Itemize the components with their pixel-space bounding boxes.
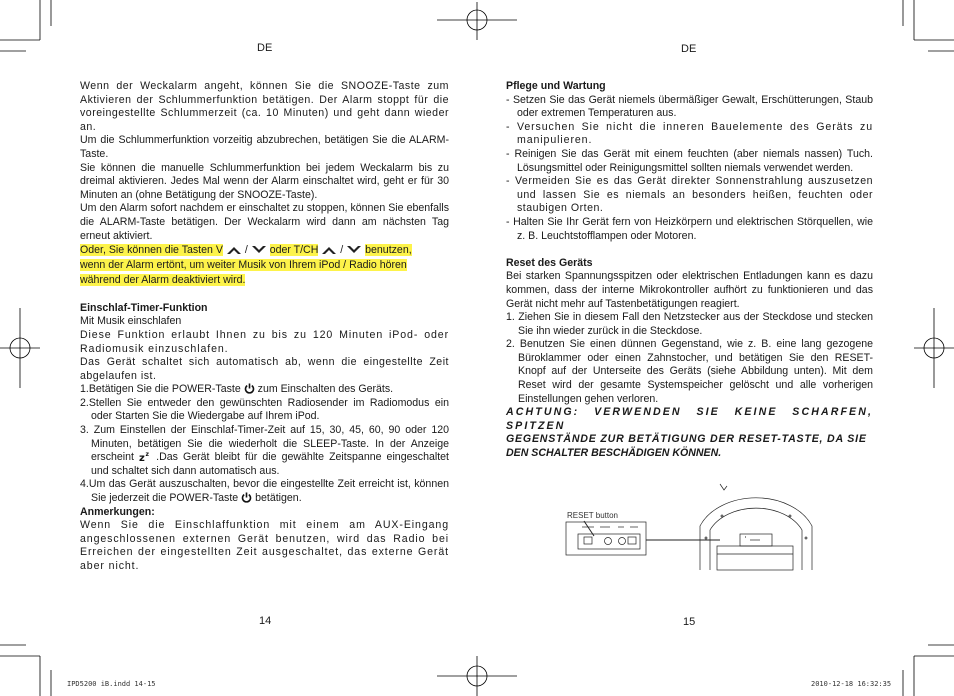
highlight-slash-1: / [244,244,248,257]
highlight-line-2: wenn der Alarm ertönt, um weiter Musik von Ihrem iPod / Radio hören [80,259,407,272]
reset-button-illustration [560,478,820,578]
reset-step-1: 1. Ziehen Sie in diesem Fall den Netzstecker aus der Steckdose und stecken Sie ihn wieder zurück in die Steckdose. [506,311,873,337]
right-page-column [506,80,873,461]
notes-paragraph: Wenn Sie die Einschlaffunktion mit einem am AUX-Eingang angeschlossenen externen Gerät benutzen, wird das Radio bei Erreichen der eingestellten Zeit ausgeschaltet, das externe Gerät aber nicht. [80,519,449,572]
notes-heading: Anmerkungen: [80,505,155,518]
down-arrow-icon [346,245,362,255]
file-slug: IPD5200 iB.indd 14-15 [67,680,156,688]
care-item-2: - Versuchen Sie nicht die inneren Bauelemente des Geräts zu manipulieren. [506,120,873,147]
left-page-number: 14 [259,615,272,627]
care-heading: Pflege und Wartung [506,80,606,92]
up-arrow-icon [226,245,242,255]
highlight-part-b: oder T/CH [269,244,319,257]
sleep-step-1-text-a: 1.Betätigen Sie die POWER-Taste [80,383,241,396]
warning-line-1: ACHTUNG: VERWENDEN SIE KEINE SCHARFEN, SPITZEN [506,406,873,432]
power-icon [241,492,252,503]
sleep-timer-auto-off: Das Gerät schaltet sich automatisch ab, wenn die eingestellte Zeit abgelaufen ist. [80,356,449,382]
left-page-column [80,80,449,574]
reset-warning [506,406,873,460]
sleep-zz-icon [139,451,151,462]
sleep-step-3-text-b: .Das Gerät bleibt für die gewählte Zeitspanne eingeschaltet und schaltet sich dann automatisch aus. [91,451,449,477]
snooze-cancel-paragraph: Um die Schlummerfunktion vorzeitig abzubrechen, betätigen Sie die ALARM-Taste. [80,134,449,160]
care-item-4: - Vermeiden Sie es das Gerät direkter Sonnenstrahlung auszusetzen und lassen Sie es niemals an besonders heißen, feuchten oder staubigen Orten. [506,175,873,215]
alarm-stop-paragraph: Um den Alarm sofort nachdem er einschaltet zu stoppen, können Sie ebenfalls die ALARM-Taste betätigen. Der Weckalarm wird dann am nächsten Tag erneut aktiviert. [80,202,449,242]
reset-paragraph: Bei starken Spannungsspitzen oder elektrischen Entladungen kann es dazu kommen, dass der interne Mikrokontroller aufhört zu funktionieren und das Gerät nicht mehr auf Tastenbetätigungen reagiert. [506,270,873,310]
sleep-timer-subheading: Mit Musik einschlafen [80,315,182,328]
right-language-label: DE [681,43,697,55]
svg-text:z: z [139,453,145,463]
care-item-1: - Setzen Sie das Gerät niemels übermäßiger Gewalt, Erschütterungen, Staub oder extremen Temperaturen aus. [506,93,873,120]
sleep-timer-intro: Diese Funktion erlaubt Ihnen zu bis zu 120 Minuten iPod- oder Radiomusik einzuschlafen. [80,328,449,355]
sleep-step-4-text-a: 4.Um das Gerät auszuschalten, bevor die eingestellte Zeit erreicht ist, können Sie jederzeit die POWER-Taste [80,478,449,505]
power-icon [244,383,255,394]
sleep-step-3 [80,424,449,478]
snooze-repeat-paragraph: Sie können die manuelle Schlummerfunktion bei jedem Weckalarm bis zu dreimal aktivieren. Jedes Mal wenn der Alarm einschaltet wird, geht er für 30 Minuten an (ohne Betätigung der SNOOZE-Taste). [80,161,449,201]
right-page-number: 15 [683,616,696,628]
sleep-step-3-text-a: 3. Zum Einstellen der Einschlaf-Timer-Zeit auf 15, 30, 45, 60, 90 oder 120 Minuten, betätigen Sie die wiederholt die SLEEP-Taste. In der Anzeige erscheint [80,424,449,464]
sleep-timer-heading: Einschlaf-Timer-Funktion [80,301,208,314]
warning-line-2: GEGENSTÄNDE ZUR BETÄTIGUNG DER RESET-TASTE, DA SIE [506,433,867,446]
highlight-slash-2: / [340,244,344,257]
highlight-part-a: Oder, Sie können die Tasten V [80,244,223,257]
left-language-label: DE [257,42,273,54]
highlight-line-3: während der Alarm deaktiviert wird. [80,274,246,287]
reset-figure-label: RESET button [567,511,618,520]
sleep-step-4-text-b: betätigen. [255,492,302,505]
svg-text:z: z [145,451,150,459]
up-arrow-icon [321,245,337,255]
highlight-part-c: benutzen, [365,244,412,257]
sleep-step-2: 2.Stellen Sie entweder den gewünschten Radiosender im Radiomodus ein oder Starten Sie die Wiedergabe auf Ihrem iPod. [80,396,449,423]
sleep-step-1-text-b: zum Einschalten des Geräts. [257,383,394,396]
sleep-step-4 [80,478,449,505]
highlighted-note [80,243,449,288]
reset-step-2: 2. Benutzen Sie einen dünnen Gegenstand, wie z. B. eine lang gezogene Büroklammer oder einen Zahnstocher, und betätigen Sie den RESET-Knopf auf der Unterseite des Geräts (siehe Abbildung unten). Mit dem Reset wird der gesamte Systemspeicher gelöscht und alle vorherigen Einstellungen gehen verloren. [506,338,873,405]
sleep-step-1 [80,383,449,397]
down-arrow-icon [251,245,267,255]
snooze-paragraph: Wenn der Weckalarm angeht, können Sie die SNOOZE-Taste zum Aktivieren der Schlummerfunktion betätigen. Der Alarm stoppt für die voreingestellte Schlummerzeit (ca. 10 Minuten) und geht dann wieder an. [80,80,449,133]
reset-heading: Reset des Geräts [506,256,593,269]
care-item-5: - Halten Sie Ihr Gerät fern von Heizkörpern und elektrischen Störquellen, wie z. B. Leuchtstofflampen oder Motoren. [506,215,873,242]
care-item-3: - Reinigen Sie das Gerät mit einem feuchten (aber niemals nassen) Tuch. Lösungsmittel oder Reinigungsmittel sollten niemals verwendet werden. [506,147,873,174]
date-slug: 2010-12-18 16:32:35 [811,680,892,688]
warning-line-3: DEN SCHALTER BESCHÄDIGEN KÖNNEN. [506,447,722,460]
